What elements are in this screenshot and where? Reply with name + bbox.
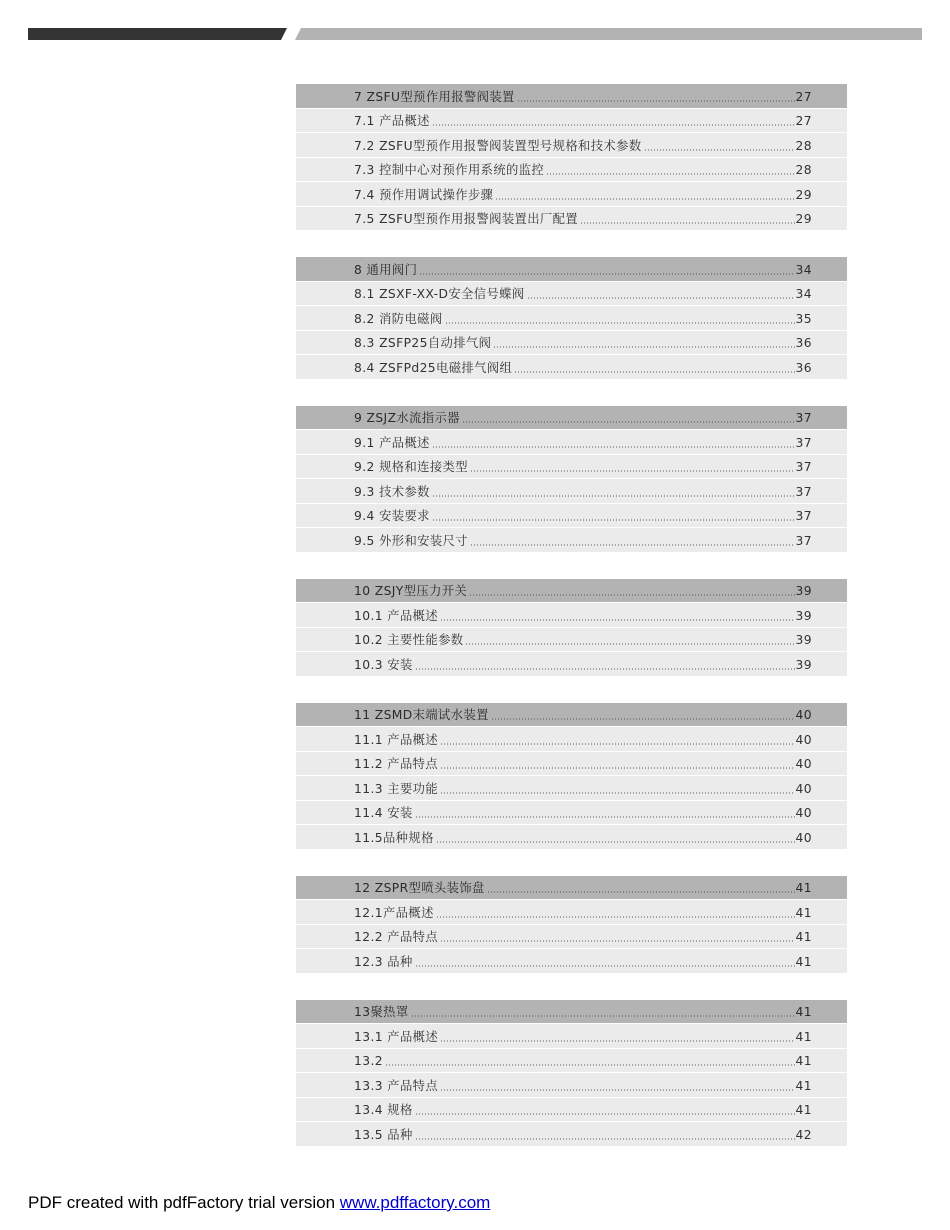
toc-dot-leader bbox=[491, 718, 795, 720]
toc-entry-title: 7.3 控制中心对预作用系统的监控 bbox=[354, 163, 545, 177]
toc-dot-leader bbox=[436, 916, 795, 918]
toc-dot-leader bbox=[527, 297, 795, 299]
toc-page-number: 40 bbox=[795, 781, 812, 796]
toc-page-number: 40 bbox=[795, 830, 812, 845]
toc-page-number: 34 bbox=[795, 287, 812, 301]
toc-entry-row[interactable] bbox=[296, 528, 847, 553]
toc-dot-leader bbox=[415, 816, 795, 818]
toc-entry-row[interactable] bbox=[296, 479, 847, 504]
toc-page-number: 41 bbox=[795, 1005, 812, 1019]
toc-dot-leader bbox=[432, 124, 795, 126]
toc-dot-leader bbox=[517, 100, 795, 102]
toc-dot-leader bbox=[440, 1040, 794, 1042]
toc-entry-row[interactable] bbox=[296, 825, 847, 850]
toc-entry-row[interactable] bbox=[296, 1073, 847, 1098]
toc-entry-title: 8 通用阀门 bbox=[354, 262, 418, 277]
toc-dot-leader bbox=[440, 940, 794, 942]
toc-dot-leader bbox=[432, 519, 795, 521]
toc-page-number: 36 bbox=[795, 336, 812, 350]
toc-entry-title: 9.3 技术参数 bbox=[354, 484, 430, 499]
toc-page-number: 36 bbox=[795, 360, 812, 375]
toc-dot-leader bbox=[462, 421, 795, 423]
toc-section bbox=[296, 84, 847, 231]
toc-page-number: 41 bbox=[795, 954, 812, 969]
toc-section bbox=[296, 257, 847, 380]
toc-section bbox=[296, 876, 847, 974]
toc-page-number: 41 bbox=[795, 905, 812, 920]
toc-dot-leader bbox=[419, 273, 794, 275]
toc-dot-leader bbox=[546, 173, 794, 175]
toc-dot-leader bbox=[436, 841, 795, 843]
header-bar bbox=[0, 0, 950, 60]
toc-page-number: 28 bbox=[795, 138, 812, 153]
toc-dot-leader bbox=[580, 222, 795, 224]
toc-entry-title: 12 ZSPR型喷头装饰盘 bbox=[354, 881, 485, 895]
toc-entry-title: 8.4 ZSFPd25电磁排气阀组 bbox=[354, 360, 513, 375]
toc-entry-row[interactable] bbox=[296, 727, 847, 752]
toc-page-number: 37 bbox=[795, 411, 812, 425]
toc-entry-title: 12.3 品种 bbox=[354, 954, 413, 969]
toc-entry-row[interactable] bbox=[296, 628, 847, 653]
pdf-footer bbox=[28, 1193, 490, 1213]
toc-dot-leader bbox=[440, 619, 794, 621]
toc-dot-leader bbox=[487, 891, 795, 893]
toc-chapter-row[interactable] bbox=[296, 257, 847, 282]
toc-page-number: 39 bbox=[795, 633, 812, 647]
toc-entry-title: 10.1 产品概述 bbox=[354, 608, 439, 623]
toc-page-number: 41 bbox=[795, 1103, 812, 1117]
toc-entry-title: 9.4 安装要求 bbox=[354, 509, 430, 523]
toc-page-number: 41 bbox=[795, 1078, 812, 1093]
toc-entry-title: 10.3 安装 bbox=[354, 657, 413, 672]
toc-entry-row[interactable] bbox=[296, 133, 847, 158]
toc-page-number: 37 bbox=[795, 435, 812, 450]
toc-entry-title: 7.2 ZSFU型预作用报警阀装置型号规格和技术参数 bbox=[354, 138, 642, 153]
toc-dot-leader bbox=[514, 371, 794, 373]
toc-page-number: 42 bbox=[795, 1127, 812, 1142]
toc-entry-row[interactable] bbox=[296, 1122, 847, 1147]
toc-entry-title: 9 ZSJZ水流指示器 bbox=[354, 411, 460, 425]
toc-entry-row[interactable] bbox=[296, 355, 847, 380]
toc-dot-leader bbox=[470, 470, 795, 472]
toc-entry-title: 13聚热罩 bbox=[354, 1005, 409, 1019]
toc-dot-leader bbox=[415, 668, 795, 670]
toc-page-number: 28 bbox=[795, 163, 812, 177]
header-bar-light bbox=[295, 28, 922, 40]
toc-entry-title: 13.3 产品特点 bbox=[354, 1078, 439, 1093]
toc-entry-title: 11.4 安装 bbox=[354, 806, 413, 820]
toc-page-number: 37 bbox=[795, 533, 812, 548]
toc-dot-leader bbox=[445, 322, 795, 324]
toc-entry-title: 10 ZSJY型压力开关 bbox=[354, 584, 468, 598]
toc-page-number: 29 bbox=[795, 187, 812, 202]
toc-dot-leader bbox=[493, 346, 794, 348]
toc-dot-leader bbox=[440, 1089, 794, 1091]
toc-entry-row[interactable] bbox=[296, 306, 847, 331]
toc-dot-leader bbox=[470, 544, 795, 546]
toc-page-number: 27 bbox=[795, 89, 812, 104]
footer-text: PDF created with pdfFactory trial version bbox=[28, 1193, 340, 1212]
toc-section bbox=[296, 579, 847, 677]
toc-entry-title: 9.1 产品概述 bbox=[354, 435, 430, 450]
toc-entry-title: 8.2 消防电磁阀 bbox=[354, 311, 443, 326]
table-of-contents bbox=[296, 84, 847, 1173]
header-bar-dark bbox=[28, 28, 287, 40]
toc-dot-leader bbox=[440, 792, 794, 794]
toc-dot-leader bbox=[469, 594, 794, 596]
toc-dot-leader bbox=[415, 1113, 795, 1115]
toc-entry-row[interactable] bbox=[296, 430, 847, 455]
toc-entry-title: 13.4 规格 bbox=[354, 1103, 413, 1117]
toc-dot-leader bbox=[432, 446, 795, 448]
toc-entry-row[interactable] bbox=[296, 752, 847, 777]
toc-page-number: 39 bbox=[795, 584, 812, 598]
toc-page-number: 37 bbox=[795, 509, 812, 523]
toc-chapter-row[interactable] bbox=[296, 703, 847, 728]
toc-entry-title: 7.5 ZSFU型预作用报警阀装置出厂配置 bbox=[354, 212, 579, 226]
toc-page-number: 39 bbox=[795, 657, 812, 672]
toc-entry-row[interactable] bbox=[296, 1098, 847, 1123]
toc-entry-title: 11 ZSMD末端试水装置 bbox=[354, 708, 489, 722]
toc-entry-title: 9.5 外形和安装尺寸 bbox=[354, 533, 468, 548]
toc-page-number: 41 bbox=[795, 881, 812, 895]
toc-page-number: 40 bbox=[795, 757, 812, 771]
toc-page-number: 41 bbox=[795, 930, 812, 944]
toc-chapter-row[interactable] bbox=[296, 1000, 847, 1025]
toc-page-number: 39 bbox=[795, 608, 812, 623]
toc-entry-row[interactable] bbox=[296, 603, 847, 628]
toc-chapter-row[interactable] bbox=[296, 84, 847, 109]
toc-entry-row[interactable] bbox=[296, 504, 847, 529]
toc-dot-leader bbox=[415, 1138, 795, 1140]
toc-entry-title: 9.2 规格和连接类型 bbox=[354, 460, 468, 474]
toc-entry-row[interactable] bbox=[296, 801, 847, 826]
toc-section bbox=[296, 703, 847, 850]
toc-page-number: 27 bbox=[795, 114, 812, 128]
toc-page-number: 34 bbox=[795, 262, 812, 277]
toc-entry-title: 11.3 主要功能 bbox=[354, 781, 439, 796]
toc-page-number: 40 bbox=[795, 732, 812, 747]
toc-dot-leader bbox=[411, 1015, 795, 1017]
toc-dot-leader bbox=[644, 149, 795, 151]
toc-entry-title: 13.2 bbox=[354, 1054, 383, 1068]
toc-entry-row[interactable] bbox=[296, 900, 847, 925]
toc-page-number: 35 bbox=[795, 311, 812, 326]
toc-chapter-row[interactable] bbox=[296, 876, 847, 901]
toc-entry-row[interactable] bbox=[296, 1049, 847, 1074]
toc-page-number: 37 bbox=[795, 460, 812, 474]
toc-entry-row[interactable] bbox=[296, 158, 847, 183]
toc-entry-title: 12.2 产品特点 bbox=[354, 930, 439, 944]
toc-section bbox=[296, 1000, 847, 1147]
toc-entry-row[interactable] bbox=[296, 455, 847, 480]
toc-page-number: 37 bbox=[795, 484, 812, 499]
toc-entry-title: 8.1 ZSXF-XX-D安全信号蝶阀 bbox=[354, 287, 525, 301]
footer-link[interactable]: www.pdffactory.com bbox=[339, 1193, 491, 1212]
toc-entry-row[interactable] bbox=[296, 949, 847, 974]
toc-entry-title: 11.1 产品概述 bbox=[354, 732, 439, 747]
toc-entry-title: 8.3 ZSFP25自动排气阀 bbox=[354, 336, 492, 350]
toc-page-number: 41 bbox=[795, 1029, 812, 1044]
toc-chapter-row[interactable] bbox=[296, 406, 847, 431]
toc-entry-row[interactable] bbox=[296, 207, 847, 232]
toc-entry-title: 13.5 品种 bbox=[354, 1127, 413, 1142]
toc-entry-title: 11.5品种规格 bbox=[354, 830, 434, 845]
toc-entry-row[interactable] bbox=[296, 925, 847, 950]
toc-entry-title: 10.2 主要性能参数 bbox=[354, 633, 464, 647]
toc-entry-row[interactable] bbox=[296, 182, 847, 207]
toc-entry-title: 7.4 预作用调试操作步骤 bbox=[354, 187, 494, 202]
toc-entry-title: 12.1产品概述 bbox=[354, 905, 434, 920]
toc-dot-leader bbox=[465, 643, 794, 645]
toc-entry-title: 13.1 产品概述 bbox=[354, 1029, 439, 1044]
toc-entry-row[interactable] bbox=[296, 109, 847, 134]
toc-entry-row[interactable] bbox=[296, 1024, 847, 1049]
toc-section bbox=[296, 406, 847, 553]
toc-page-number: 29 bbox=[795, 212, 812, 226]
toc-dot-leader bbox=[385, 1064, 795, 1066]
toc-entry-row[interactable] bbox=[296, 652, 847, 677]
toc-page-number: 40 bbox=[795, 806, 812, 820]
toc-dot-leader bbox=[495, 198, 794, 200]
toc-page-number: 40 bbox=[795, 708, 812, 722]
toc-entry-title: 11.2 产品特点 bbox=[354, 757, 439, 771]
toc-entry-row[interactable] bbox=[296, 331, 847, 356]
toc-entry-row[interactable] bbox=[296, 776, 847, 801]
toc-entry-row[interactable] bbox=[296, 282, 847, 307]
toc-dot-leader bbox=[432, 495, 795, 497]
toc-entry-title: 7.1 产品概述 bbox=[354, 114, 430, 128]
toc-page-number: 41 bbox=[795, 1054, 812, 1068]
toc-dot-leader bbox=[440, 743, 794, 745]
toc-entry-title: 7 ZSFU型预作用报警阀装置 bbox=[354, 89, 515, 104]
toc-dot-leader bbox=[415, 965, 795, 967]
toc-chapter-row[interactable] bbox=[296, 579, 847, 604]
toc-dot-leader bbox=[440, 767, 794, 769]
